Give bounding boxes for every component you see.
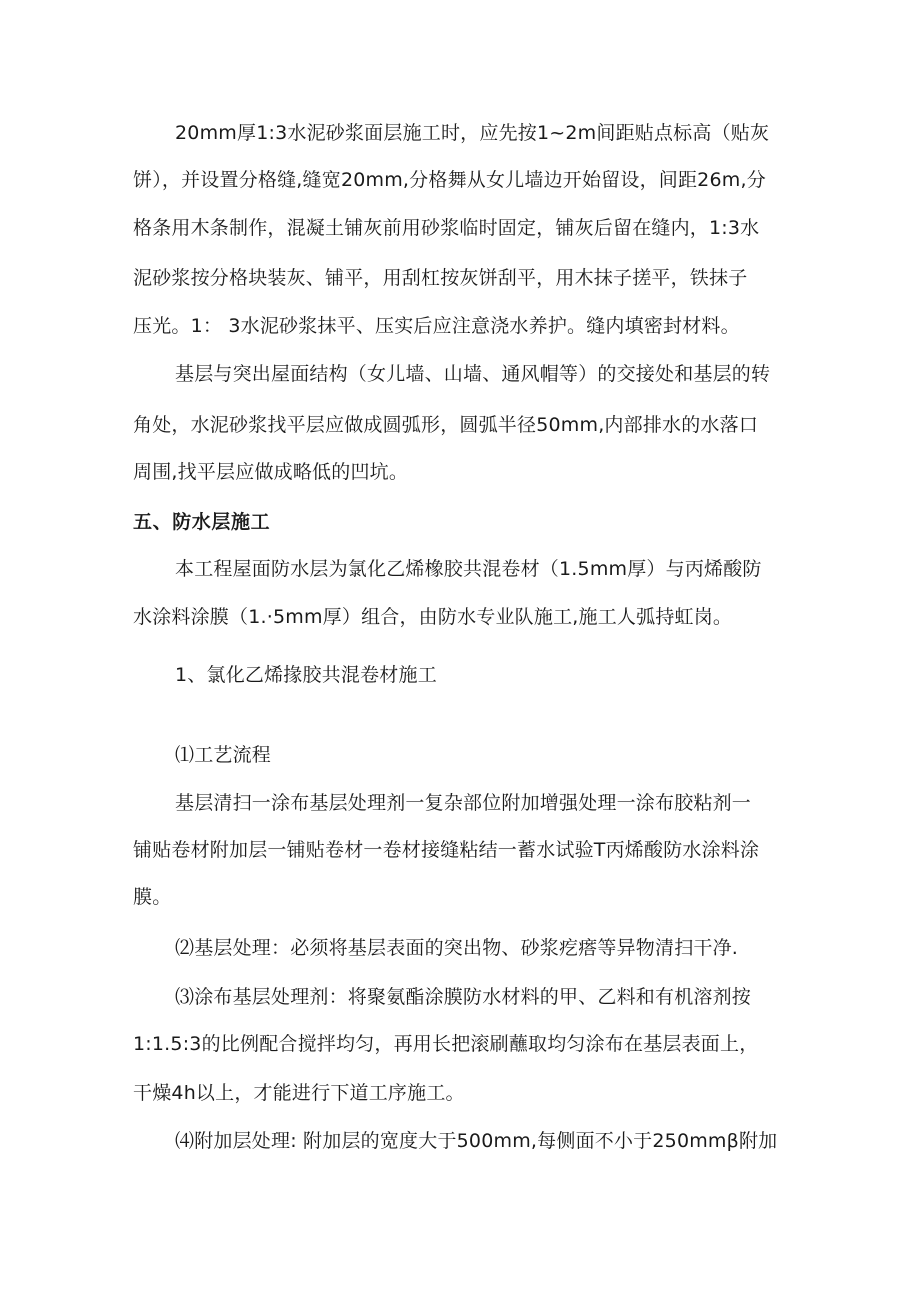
paragraph-1-line-3: 格条用木条制作，混凝土铺灰前用砂浆临时固定，铺灰后留在缝内，1:3水 [133,217,760,239]
paragraph-1-line-1: 20mm厚1:3水泥砂浆面层施工时，应先按1~2m间距贴点标高（贴灰 [175,122,770,144]
item-3-line-3: 干燥4h以上，才能进行下道工序施工。 [133,1082,465,1104]
paragraph-1-line-5: 压光。1： 3水泥砂浆抹平、压实后应注意浇水养护。缝内填密封材料。 [133,315,740,337]
item-1-title: ⑴工艺流程 [175,744,272,766]
item-3-line-2: 1:1.5:3的比例配合搅拌均匀，再用长把滚刷蘸取均匀涂布在基层表面上， [133,1033,759,1055]
paragraph-1-line-2: 饼），并设置分格缝,缝宽20mm,分格舞从女儿墙边开始留设，间距26m,分 [133,169,766,191]
flow-line-3: 膜。 [133,886,172,908]
section-heading: 五、防水层施工 [133,511,271,533]
paragraph-1-line-4: 泥砂浆按分格块装灰、铺平，用刮杠按灰饼刮平，用木抹子搓平，铁抹子 [133,267,748,289]
flow-line-2: 铺贴卷材附加层一铺贴卷材一卷材接缝粘结一蓄水试验T丙烯酸防水涂料涂 [133,839,760,861]
item-3-line-1: ⑶涂布基层处理剂：将聚氨酯涂膜防水材料的甲、乙料和有机溶剂按 [175,986,752,1008]
subheading-1: 1、氯化乙烯掾胶共混卷材施工 [175,664,437,686]
paragraph-2-line-2: 角处，水泥砂浆找平层应做成圆弧形，圆弧半径50mm,内部排水的水落口 [133,414,759,436]
item-4-line-1: ⑷附加层处理: 附加层的宽度大于500mm,每侧面不小于250mmβ附加 [175,1130,778,1152]
paragraph-2-line-1: 基层与突出屋面结构（女儿墙、山墙、通风帽等）的交接处和基层的转 [175,363,771,385]
paragraph-2-line-3: 周围,找平层应做成略低的凹坑。 [133,461,409,483]
flow-line-1: 基层清扫一涂布基层处理剂一复杂部位附加增强处理一涂布胶粘剂一 [175,792,752,814]
item-2: ⑵基层处理：必须将基层表面的突出物、砂浆疙瘩等异物清扫干净. [175,937,739,959]
paragraph-3-line-2: 水涂料涂膜（1.·5mm厚）组合，由防水专业队施工,施工人弧持虹岗。 [133,606,733,628]
paragraph-3-line-1: 本工程屋面防水层为氯化乙烯橡胶共混卷材（1.5mm厚）与丙烯酸防 [175,558,762,580]
